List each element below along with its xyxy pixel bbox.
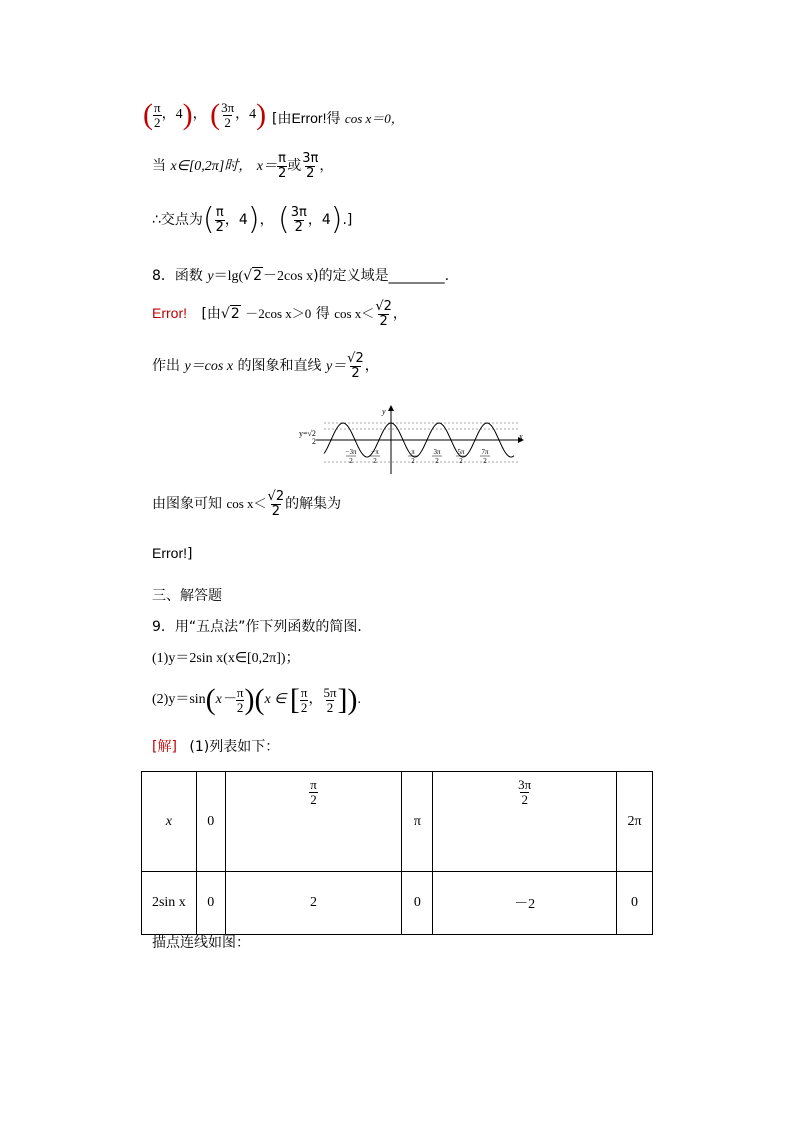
table-row <box>142 772 653 872</box>
line-label-top: y=√2 <box>299 429 316 438</box>
table-cell: $\frac{3\pi}{2}$ <box>433 772 617 872</box>
cos-graph <box>296 402 528 478</box>
when-x-line: 当 x∈[0,2π]时， x＝ $\frac{\pi}{2}$ 或 $\frac{3\pi}{2}$ ， <box>152 151 334 181</box>
table-cell: 2sin x <box>142 872 197 935</box>
tick-label-den: 2 <box>483 457 487 465</box>
table-cell: 0 <box>196 872 225 935</box>
answer-blank: ________ <box>388 268 445 284</box>
tick-label: −3π <box>345 448 357 456</box>
tick-label: −π <box>371 448 379 456</box>
tick-label: 5π <box>457 448 465 456</box>
solution-bracket-line1: [由Error!得 cos x＝0， <box>272 110 404 127</box>
tick-label-den: 2 <box>435 457 439 465</box>
fraction-pi-2: $\frac{\pi}{2}$ <box>154 99 161 130</box>
draw-graph-line: 作出 y＝cos x 的图象和直线 y＝ $\frac{√2}{2}$ ， <box>152 351 379 381</box>
table-cell: 2π <box>617 772 653 872</box>
x-label: x <box>519 432 523 441</box>
tick-label-den: 2 <box>373 457 377 465</box>
table-cell: －2 <box>433 872 617 935</box>
tick-label: 7π <box>481 448 489 456</box>
paren-open-2: ( <box>210 98 221 131</box>
line-label-bottom: 2 <box>312 437 316 446</box>
tick-label-den: 2 <box>411 457 415 465</box>
table-cell: 0 <box>196 772 225 872</box>
table-cell: 0 <box>617 872 653 935</box>
question-9: 9．用“五点法”作下列函数的简图． <box>152 619 372 635</box>
question-9-part-1: (1)y＝2sin x(x∈[0,2π])； <box>152 651 300 666</box>
paren-open: ( <box>143 98 153 131</box>
tick-label: 3π <box>433 448 441 456</box>
table-cell: x <box>142 772 197 872</box>
table-cell: π <box>402 772 433 872</box>
footer-text: 描点连线如图： <box>152 935 250 951</box>
section-title: 三、解答题 <box>152 588 222 604</box>
table-cell: $\frac{\pi}{2}$ <box>225 772 402 872</box>
solution-line: [解] (1)列表如下： <box>152 739 280 755</box>
q8-error-line: Error!] <box>152 545 193 562</box>
table-row <box>142 872 653 935</box>
y-label: y <box>382 407 386 416</box>
value-4: 4 <box>175 107 183 123</box>
paren-close-2: ) <box>256 98 267 131</box>
solution-tag: [解] <box>152 739 177 755</box>
error-text-red: Error! <box>152 305 187 322</box>
question-8: 8．函数 y＝lg(√2－2cos x)的定义域是________. <box>152 268 450 284</box>
question-9-part-2: (2)y＝sin(x－ $\frac{\pi}{2}$ )(x ∈ [ $\frac{\pi}{2}$ ， $\frac{5\pi}{2}$ ]). <box>152 683 362 716</box>
table-cell: 0 <box>402 872 433 935</box>
tick-label-den: 2 <box>349 457 353 465</box>
graph-conclusion: 由图象可知 cos x＜ $\frac{√2}{2}$ 的解集为 <box>152 489 342 519</box>
value-4b: 4 <box>249 107 257 123</box>
fraction-3pi-2: $\frac{3\pi}{2}$ <box>221 99 235 130</box>
error-text: Error! <box>291 110 327 126</box>
table-cell: 2 <box>225 872 402 935</box>
tick-label: π <box>411 448 415 456</box>
y-axis-arrow <box>388 405 394 411</box>
intersection-points-line: ( $\frac{\pi}{2}$ ，4)， ( $\frac{3\pi}{2}$ ，4) <box>143 98 267 131</box>
tick-label-den: 2 <box>459 457 463 465</box>
q8-solution-line: Error! [由√2 －2cos x＞0 得 cos x＜ $\frac{√2}{2}$ ， <box>152 299 407 329</box>
paren-close: ) <box>182 98 193 131</box>
intersection-conclusion: ∴交点为( $\frac{\pi}{2}$ ，4)， ( $\frac{3\pi}{2}$ ，4).] <box>152 202 353 237</box>
values-table <box>141 771 653 935</box>
error-text-2: Error! <box>152 545 187 561</box>
